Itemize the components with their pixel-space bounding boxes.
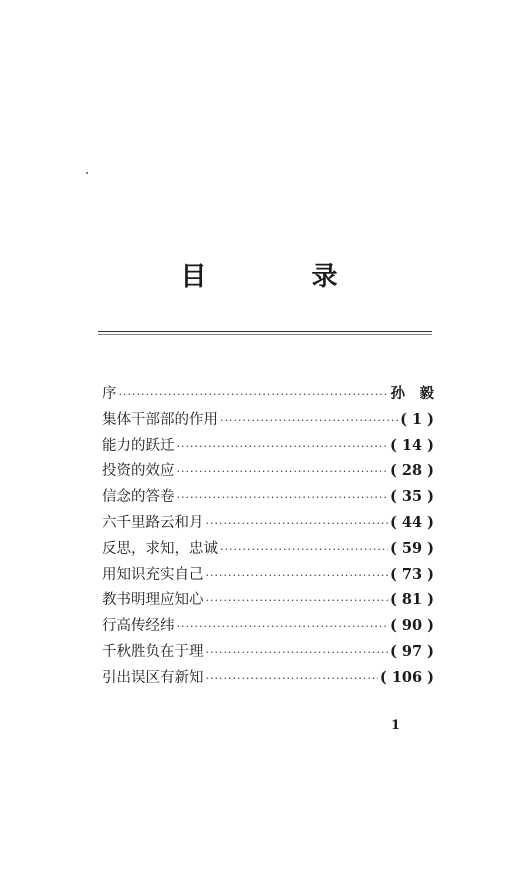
toc-entry-page: ( 1 ) [400, 410, 434, 428]
toc-entry-page: ( 14 ) [390, 436, 434, 454]
toc-entry-page: ( 44 ) [390, 513, 434, 531]
toc-entry-page: 孙 毅 [390, 385, 434, 402]
toc-entry-page: ( 97 ) [390, 642, 434, 660]
toc-entry-page: ( 90 ) [390, 617, 434, 635]
toc-entry-title: 集体干部部的作用 [102, 411, 218, 428]
toc-entry-title: 引出误区有新知 [102, 669, 204, 686]
dot-leader [177, 614, 389, 640]
toc-entry-page: ( 73 ) [390, 565, 434, 583]
dot-leader [206, 511, 389, 537]
toc-entry [102, 484, 434, 510]
toc-entry-page: ( 59 ) [390, 539, 434, 557]
toc-entry [102, 613, 434, 639]
dot-leader [206, 563, 389, 589]
toc-entry-title: 教书明理应知心 [102, 592, 204, 609]
dot-leader [220, 408, 398, 434]
toc-entry-title: 六千里路云和月 [102, 514, 204, 531]
toc-entry [102, 639, 434, 665]
toc-entry [102, 536, 434, 562]
title-divider-top [98, 331, 432, 332]
toc-entry [102, 587, 434, 613]
toc-entry-title: 信念的答卷 [102, 489, 175, 506]
dot-leader [119, 382, 389, 408]
toc-entry [102, 433, 434, 459]
toc-entry [102, 510, 434, 536]
page-title: 目 录 [180, 262, 386, 292]
dot-leader [177, 485, 389, 511]
toc-entry [102, 665, 434, 691]
toc-entry [102, 407, 434, 433]
dot-leader [206, 588, 389, 614]
dot-leader [177, 459, 389, 485]
toc-entry [102, 458, 434, 484]
table-of-contents [102, 381, 434, 691]
toc-entry [102, 562, 434, 588]
scan-speck [86, 172, 88, 174]
toc-entry-title: 行高传经纬 [102, 618, 175, 635]
dot-leader [220, 537, 388, 563]
dot-leader [177, 434, 389, 460]
title-divider-bottom [98, 334, 432, 335]
page-number: 1 [391, 718, 401, 733]
toc-entry-title: 能力的跃迁 [102, 437, 175, 454]
toc-entry-title: 用知识充实自己 [102, 566, 204, 583]
toc-entry-title: 投资的效应 [102, 463, 175, 480]
toc-entry [102, 381, 434, 407]
toc-entry-title: 千秋胜负在于理 [102, 643, 204, 660]
toc-entry-title: 反思，求知，忠诚 [102, 540, 218, 557]
toc-entry-page: ( 28 ) [390, 462, 434, 480]
dot-leader [206, 666, 378, 692]
toc-entry-page: ( 106 ) [379, 668, 434, 686]
toc-entry-page: ( 81 ) [390, 591, 434, 609]
dot-leader [206, 640, 389, 666]
toc-entry-title: 序 [102, 386, 117, 402]
toc-entry-page: ( 35 ) [390, 488, 434, 506]
